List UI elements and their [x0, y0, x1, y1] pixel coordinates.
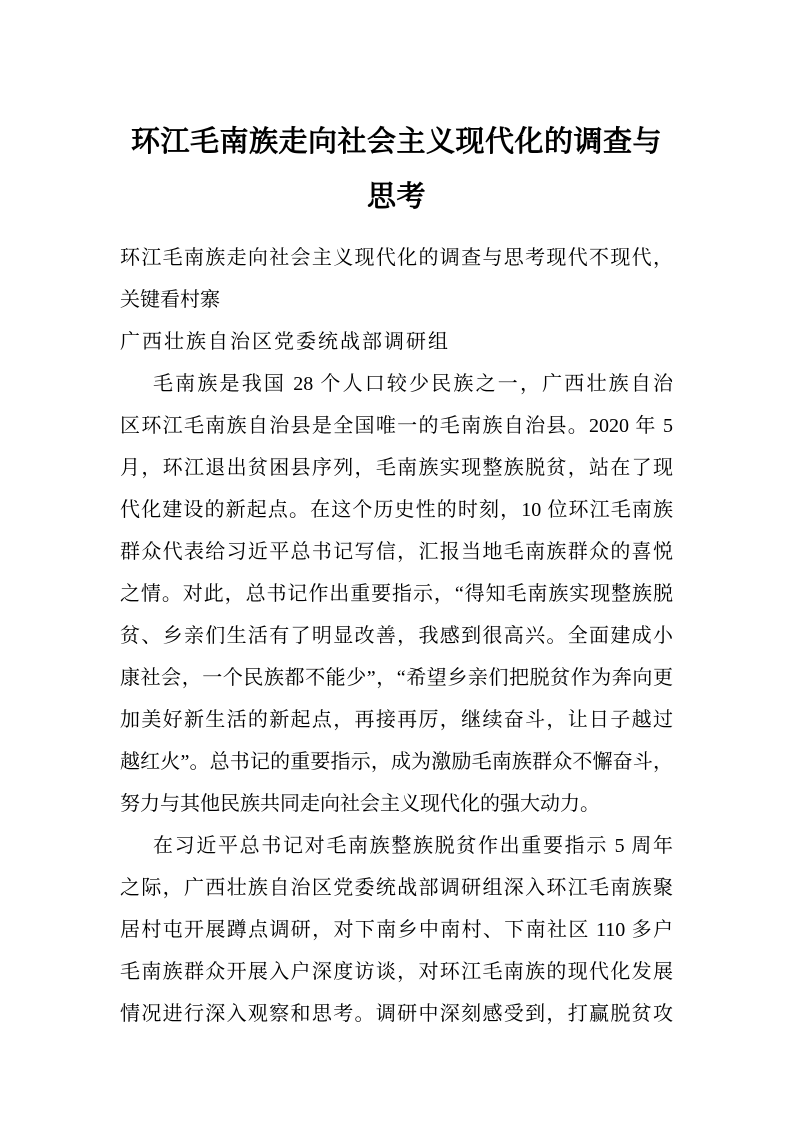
body-line: 毛南族是我国 28 个人口较少民族之一，广西壮族自治	[153, 373, 673, 395]
body-line: 之际，广西壮族自治区党委统战部调研组深入环江毛南族聚	[120, 877, 673, 899]
body-line: 区环江毛南族自治县是全国唯一的毛南族自治县。2020 年 5	[120, 415, 673, 437]
body-line: 毛南族群众开展入户深度访谈，对环江毛南族的现代化发展	[120, 961, 673, 983]
title-line: 环江毛南族走向社会主义现代化的调查与	[130, 126, 662, 158]
body-line: 努力与其他民族共同走向社会主义现代化的强大动力。	[120, 793, 600, 815]
body-line: 越红火”。总书记的重要指示，成为激励毛南族群众不懈奋斗，	[120, 751, 673, 773]
subtitle-line: 环江毛南族走向社会主义现代化的调查与思考现代不现代，	[120, 247, 673, 269]
body-line: 康社会，一个民族都不能少”，“希望乡亲们把脱贫作为奔向更	[120, 667, 673, 689]
body-line: 在习近平总书记对毛南族整族脱贫作出重要指示 5 周年	[153, 835, 673, 857]
body-line: 居村屯开展蹲点调研，对下南乡中南村、下南社区 110 多户	[120, 919, 673, 941]
document-title	[0, 0, 793, 225]
body-line: 月，环江退出贫困县序列，毛南族实现整族脱贫，站在了现	[120, 457, 673, 479]
byline: 广西壮族自治区党委统战部调研组	[120, 331, 450, 353]
document-body	[120, 237, 673, 1035]
body-line: 加美好新生活的新起点，再接再厉，继续奋斗，让日子越过	[120, 709, 673, 731]
body-line: 群众代表给习近平总书记写信，汇报当地毛南族群众的喜悦	[120, 541, 673, 563]
body-line: 情况进行深入观察和思考。调研中深刻感受到，打赢脱贫攻	[120, 1003, 673, 1025]
subtitle-paragraph	[120, 237, 673, 321]
body-line: 贫、乡亲们生活有了明显改善，我感到很高兴。全面建成小	[120, 625, 673, 647]
byline-paragraph	[120, 321, 673, 363]
body-line: 之情。对此，总书记作出重要指示，“得知毛南族实现整族脱	[120, 583, 673, 605]
subtitle-line: 关键看村寨	[120, 289, 220, 311]
paragraph-1	[120, 363, 673, 825]
body-line: 代化建设的新起点。在这个历史性的时刻，10 位环江毛南族	[120, 499, 673, 521]
title-line: 思考	[366, 181, 426, 213]
paragraph-2	[120, 825, 673, 1035]
